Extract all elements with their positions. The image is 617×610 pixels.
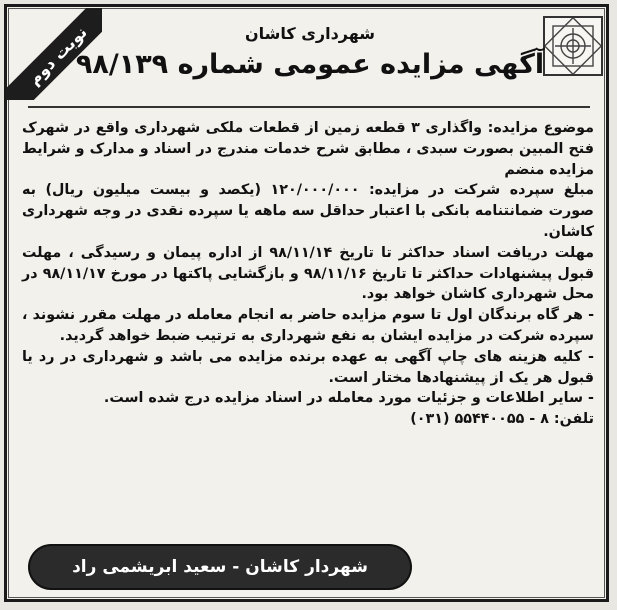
phone-line: تلفن: ۸ - ۵۵۴۴۰۰۵۵ (۰۳۱) <box>410 411 594 428</box>
costs-clause: - کلیه هزینه های چاپ آگهی به عهده برنده مزایده می باشد و شهرداری در رد یا قبول هر یک از پیشنهادها مختار است. <box>22 348 594 386</box>
deposit-amount: مبلغ سپرده شرکت در مزایده: ۱۲۰/۰۰۰/۰۰۰ (یکصد و بیست میلیون ریال) به صورت ضمانتنامه بانکی با اعتبار حداقل سه ماهه یا سپرده نقدی در وجه شهرداری کاشان. <box>22 182 595 240</box>
ad-body <box>22 118 594 550</box>
organization-name: شهرداری کاشان <box>244 24 376 43</box>
mayor-signature: شهردار کاشان - سعید ابریشمی راد <box>30 546 410 588</box>
ad-title: آگهی مزایده عمومی شماره ۹۸/۱۳۹ <box>75 49 545 80</box>
winner-clause: - هر گاه برندگان اول تا سوم مزایده حاضر به انجام معامله در مهلت مقرر نشوند ، سپرده شرکت در مزایده ایشان به نفع شهرداری به ترتیب ضبط خواهد گردید. <box>22 307 594 344</box>
details-clause: - سایر اطلاعات و جزئیات مورد معامله در اسناد مزایده درج شده است. <box>103 390 594 407</box>
auction-subject: موضوع مزایده: واگذاری ۳ قطعه زمین از قطعات ملکی شهرداری واقع در شهرک فتح المبین بصورت سبدی ، مطابق شرح خدمات مندرج در اسناد و مدارک و شرایط مزایده منضم <box>22 120 594 178</box>
header <box>70 10 550 102</box>
deadlines: مهلت دریافت اسناد حداکثر تا تاریخ ۹۸/۱۱/۱۴ از اداره پیمان و رسیدگی ، مهلت قبول پیشنهادات حداکثر تا تاریخ ۹۸/۱۱/۱۶ و بازگشایی پاکتها در مورخ ۹۸/۱۱/۱۷ در محل شهرداری کاشان خواهد بود. <box>22 244 594 303</box>
header-divider <box>28 106 590 108</box>
emblem-icon <box>545 18 601 74</box>
badge-label: نوبت دوم <box>6 8 102 100</box>
municipality-logo <box>543 16 603 76</box>
